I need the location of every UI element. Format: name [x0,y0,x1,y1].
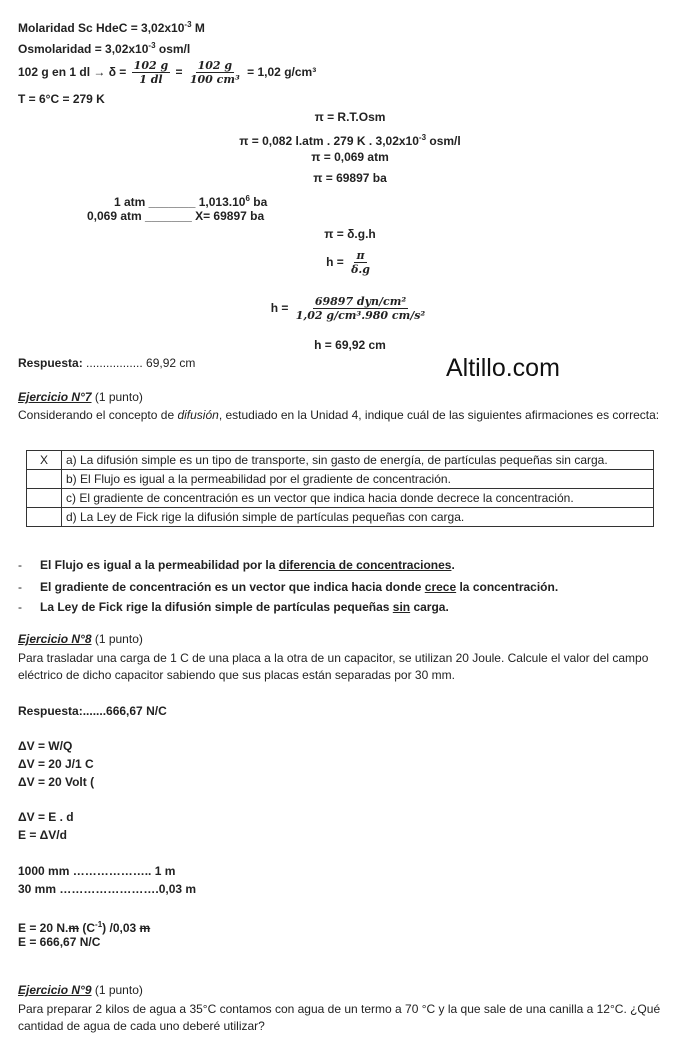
option-mark[interactable] [27,470,62,489]
pressure-formula: π = δ.g.h [324,227,376,241]
ej7-heading: Ejercicio N°7 (1 punto) [18,390,143,404]
h-fraction: $\frac{\pi}{\delta.g}$ [351,249,370,277]
option-mark[interactable] [27,489,62,508]
temperature-line: T = 6°C = 279 K [18,92,105,106]
pi-formula: π = R.T.Osm [314,110,386,124]
conversion-1: 1 atm _______ 1,013.10$^6$ ba [114,194,268,209]
pi-substitution: π = 0,082 l.atm . 279 K . $3,02x10^{-3}$ osm/l [239,133,461,148]
fraction-2: $\frac{102 g}{\text{100 cm³}}$ [189,59,240,87]
option-mark[interactable]: X [27,451,62,470]
bullet-item: - El Flujo es igual a la permeabilidad por la diferencia de concentraciones. [18,558,455,572]
option-row [27,451,654,470]
fraction-1: $\frac{102 g}{1 dl}$ [133,59,169,87]
calc-line: ΔV = E . d [18,810,74,824]
h2-fraction: $\frac{\text{69897 dyn/cm²}}{\text{1,02 g/cm³.980 cm/s²}}$ [295,295,426,323]
ej7-options-table [26,450,654,527]
respuesta-1: Respuesta: ................. 69,92 cm [18,356,196,370]
bullet-item: - El gradiente de concentración es un vector que indica hacia donde crece la concentración. [18,580,559,594]
calc-line: 1000 mm ……………….. 1 m [18,864,176,878]
ej8-statement: Para trasladar una carga de 1 C de una placa a la otra de un capacitor, se utilizan 20 Joule. Calcule el valor del campo eléctrico de dicho capacitor sabiendo que sus placas están separadas por 30 mm. [18,651,649,682]
pi-atm: π = 0,069 atm [311,150,389,164]
ej9-statement: Para preparar 2 kilos de agua a 35°C contamos con agua de un termo a 70 °C y la que sale de una canilla a 12°C. ¿Qué cantidad de agua de cada uno deberé utilizar? [18,1002,661,1033]
calc-line: ΔV = W/Q [18,739,73,753]
h-formula: h = $\frac{\pi}{\delta.g}$ [326,249,370,277]
calc-line: E = 666,67 N/C [18,935,101,949]
option-text: a) La difusión simple es un tipo de transporte, sin gasto de energía, de partículas pequeñas sin carga. [62,451,654,470]
option-text: d) La Ley de Fick rige la difusión simple de partículas pequeñas con carga. [62,508,654,527]
respuesta-2: Respuesta:.......666,67 N/C [18,704,167,718]
option-mark[interactable] [27,508,62,527]
h-substitution: h = $\frac{\text{69897 dyn/cm²}}{\text{1,02 g/cm³.980 cm/s²}}$ [270,295,426,323]
calc-line: E = ΔV/d [18,828,67,842]
calc-line: ΔV = 20 Volt ( [18,775,95,789]
molaridad-line: Molaridad Sc HdeC = $3,02x10^{-3}$ M [18,20,205,35]
densidad-line: 102 g en 1 dl → δ = $\frac{102 g}{1 dl}$ = $\frac{102 g}{\text{100 cm³}}$ = 1,02 g/cm³ [18,59,317,87]
osmolaridad-line: Osmolaridad = $3,02x10^{-3}$ osm/l [18,41,191,56]
ej7-intro: Considerando el concepto de difusión, estudiado en la Unidad 4, indique cuál de las siguientes afirmaciones es correcta: [18,408,660,422]
ej9-heading: Ejercicio N°9 (1 punto) [18,983,143,997]
calc-line: 30 mm …………………….0,03 m [18,882,197,896]
option-text: b) El Flujo es igual a la permeabilidad por el gradiente de concentración. [62,470,654,489]
option-row [27,489,654,508]
conversion-2: 0,069 atm _______ X= 69897 ba [87,209,265,223]
bullet-item: - La Ley de Fick rige la difusión simple de partículas pequeñas sin carga. [18,600,449,614]
option-row [27,470,654,489]
h-result: h = 69,92 cm [314,338,386,352]
altillo-brand: Altillo.com [446,354,560,382]
pi-ba: π = 69897 ba [313,171,387,185]
option-row [27,508,654,527]
option-text: c) El gradiente de concentración es un vector que indica hacia donde decrece la concentración. [62,489,654,508]
ej8-heading: Ejercicio N°8 (1 punto) [18,632,143,646]
calc-line: ΔV = 20 J/1 C [18,757,94,771]
calc-line: E = 20 N.m $(C^{-1})$ /0,03 m [18,920,151,935]
